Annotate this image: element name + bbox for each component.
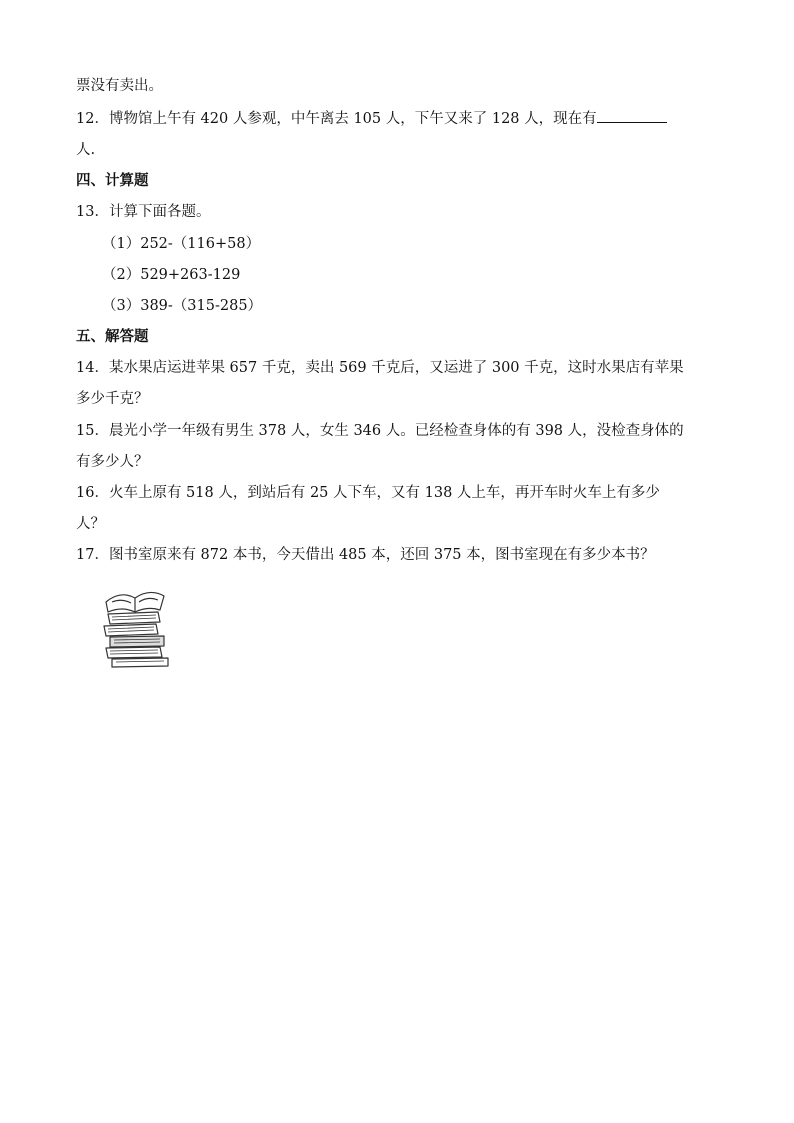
- book-stack-icon: [98, 580, 172, 670]
- section-heading-calculation: 四、计算题: [76, 172, 149, 189]
- question-12: [76, 108, 667, 129]
- section-heading-word-problems: 五、解答题: [76, 328, 149, 345]
- question-16-cont: 人？: [76, 516, 105, 532]
- question-13-part-1: （1）252-（116+58）: [102, 236, 261, 252]
- question-17: 17．图书室原来有 872 本书，今天借出 485 本，还回 375 本，图书室现在有多少本书？: [76, 547, 655, 563]
- question-13: 13．计算下面各题。: [76, 204, 211, 220]
- question-13-part-2: （2）529+263-129: [102, 267, 241, 283]
- answer-blank[interactable]: [597, 108, 667, 123]
- question-14: 14．某水果店运进苹果 657 千克，卖出 569 千克后，又运进了 300 千克，这时水果店有苹果: [76, 360, 684, 376]
- question-14-cont: 多少千克？: [76, 391, 149, 407]
- question-12-text: 12．博物馆上午有 420 人参观，中午离去 105 人，下午又来了 128 人，现在有: [76, 111, 597, 127]
- question-15: 15．晨光小学一年级有男生 378 人，女生 346 人。已经检查身体的有 398 人，没检查身体的: [76, 423, 684, 439]
- question-13-part-3: （3）389-（315-285）: [102, 298, 263, 314]
- continued-text: 票没有卖出。: [76, 78, 163, 94]
- question-16: 16．火车上原有 518 人，到站后有 25 人下车，又有 138 人上车，再开车时火车上有多少: [76, 485, 660, 501]
- question-12-cont: 人.: [76, 142, 96, 158]
- question-15-cont: 有多少人？: [76, 454, 149, 470]
